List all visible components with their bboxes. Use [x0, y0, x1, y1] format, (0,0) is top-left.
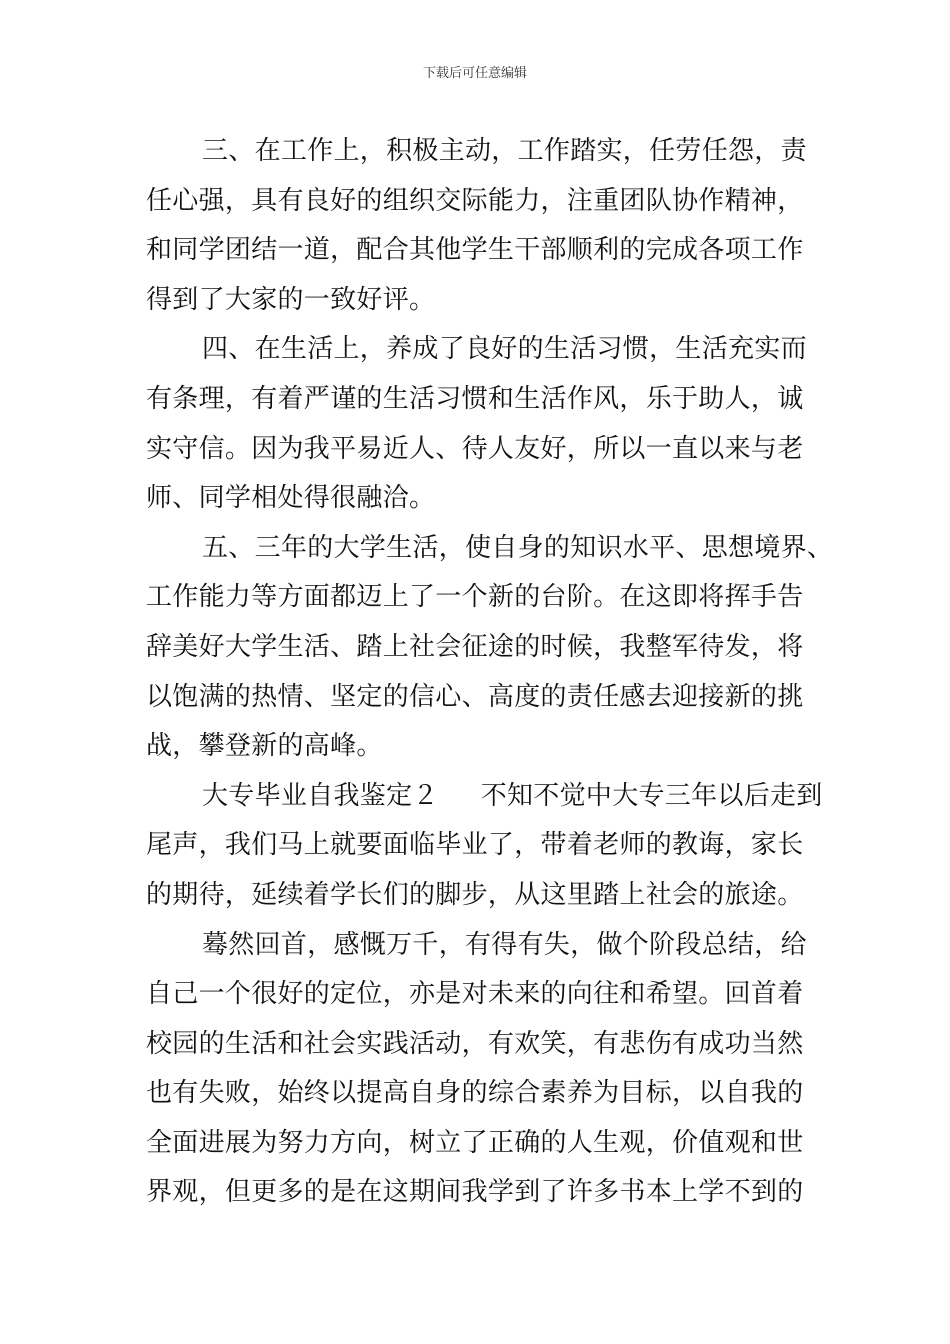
page-header: 下载后可任意编辑	[422, 66, 527, 81]
text-line-section-heading	[146, 772, 836, 822]
text-line: 五、三年的大学生活，使自身的知识水平、思想境界、	[202, 532, 834, 563]
text-line: 战，攀登新的高峰。	[146, 731, 383, 762]
text-line: 界观，但更多的是在这期间我学到了许多书本上学不到的	[146, 1177, 804, 1208]
text-line: 工作能力等方面都迈上了一个新的台阶。在这即将挥手告	[146, 582, 804, 613]
text-line: 的期待，延续着学长们的脚步，从这里踏上社会的旅途。	[146, 879, 804, 910]
text-line: 校园的生活和社会实践活动，有欢笑，有悲伤有成功当然	[146, 1028, 804, 1059]
section-first-sentence: 不知不觉中大专三年以后走到	[480, 780, 823, 811]
text-line: 辞美好大学生活、踏上社会征途的时候，我整军待发，将	[146, 631, 804, 662]
text-line: 也有失败，始终以提高自身的综合素养为目标，以自我的	[146, 1078, 804, 1109]
text-line: 自己一个很好的定位，亦是对未来的向往和希望。回首着	[146, 979, 804, 1010]
text-line: 师、同学相处得很融洽。	[146, 483, 436, 514]
text-line: 尾声，我们马上就要面临毕业了，带着老师的教诲，家长	[146, 830, 804, 861]
text-line: 任心强，具有良好的组织交际能力，注重团队协作精神，	[146, 185, 804, 216]
text-line: 全面进展为努力方向，树立了正确的人生观，价值观和世	[146, 1127, 804, 1158]
text-line: 有条理，有着严谨的生活习惯和生活作风，乐于助人，诚	[146, 383, 804, 414]
text-line: 和同学团结一道，配合其他学生干部顺利的完成各项工作	[146, 235, 804, 266]
text-line: 得到了大家的一致好评。	[146, 284, 436, 315]
text-line: 四、在生活上，养成了良好的生活习惯，生活充实而	[202, 334, 807, 365]
document-body	[146, 127, 836, 1218]
text-line: 蓦然回首，感慨万千，有得有失，做个阶段总结，给	[202, 929, 807, 960]
section-title: 大专毕业自我鉴定２	[202, 780, 439, 811]
text-line: 实守信。因为我平易近人、待人友好，所以一直以来与老	[146, 433, 804, 464]
text-line: 以饱满的热情、坚定的信心、高度的责任感去迎接新的挑	[146, 681, 804, 712]
text-line: 三、在工作上，积极主动，工作踏实，任劳任怨，责	[202, 136, 807, 166]
